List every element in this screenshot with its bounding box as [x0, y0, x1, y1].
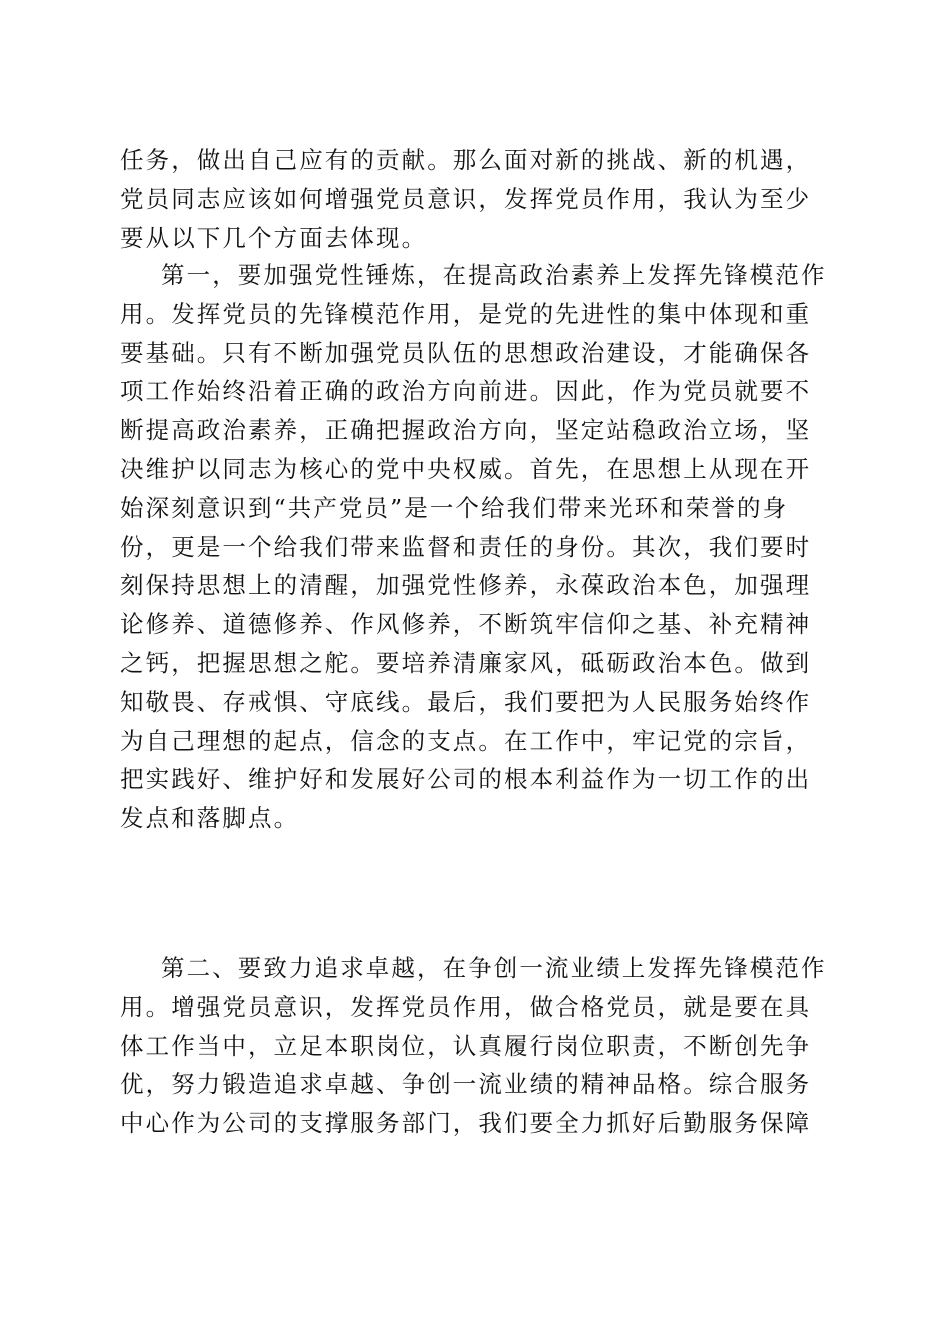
text-line: 始深刻意识到“共产党员”是一个给我们带来光环和荣誉的身 — [120, 493, 789, 522]
text-line: 为自己理想的起点，信念的支点。在工作中，牢记党的宗旨， — [120, 726, 812, 755]
text-line: 份，更是一个给我们带来监督和责任的身份。其次，我们要时 — [120, 532, 812, 561]
text-line: 中心作为公司的支撑服务部门，我们要全力抓好后勤服务保障 — [120, 1109, 812, 1138]
text-line: 第二、要致力追求卓越，在争创一流业绩上发挥先锋模范作 — [161, 954, 827, 982]
paragraph-second-point — [120, 949, 828, 1143]
text-line: 发点和落脚点。 — [120, 804, 300, 833]
text-line: 刻保持思想上的清醒，加强党性修养，永葆政治本色，加强理 — [120, 571, 812, 600]
text-line: 体工作当中，立足本职岗位，认真履行岗位职责，不断创先争 — [120, 1031, 812, 1060]
text-line: 之钙，把握思想之舵。要培养清廉家风，砥砺政治本色。做到 — [120, 648, 812, 677]
paragraph-continuation — [120, 141, 828, 257]
text-line: 论修养、道德修养、作风修养，不断筑牢信仰之基、补充精神 — [120, 610, 812, 639]
text-line: 党员同志应该如何增强党员意识，发挥党员作用，我认为至少 — [120, 184, 812, 213]
text-line: 项工作始终沿着正确的政治方向前进。因此，作为党员就要不 — [120, 377, 812, 406]
text-line: 要基础。只有不断加强党员队伍的思想政治建设，才能确保各 — [120, 338, 812, 367]
text-line: 用。增强党员意识，发挥党员作用，做合格党员，就是要在具 — [120, 992, 812, 1021]
text-line: 决维护以同志为核心的党中央权威。首先，在思想上从现在开 — [120, 454, 812, 483]
text-line: 优，努力锻造追求卓越、争创一流业绩的精神品格。综合服务 — [120, 1070, 812, 1099]
text-line: 第一，要加强党性锤炼，在提高政治素养上发挥先锋模范作 — [161, 261, 827, 289]
paragraph-first-point — [120, 256, 828, 838]
text-line: 把实践好、维护好和发展好公司的根本利益作为一切工作的出 — [120, 765, 812, 794]
text-line: 要从以下几个方面去体现。 — [120, 223, 428, 252]
text-line: 任务，做出自己应有的贡献。那么面对新的挑战、新的机遇， — [120, 146, 812, 174]
text-line: 断提高政治素养，正确把握政治方向，坚定站稳政治立场，坚 — [120, 416, 812, 445]
text-line: 知敬畏、存戒惧、守底线。最后，我们要把为人民服务始终作 — [120, 687, 812, 716]
text-line: 用。发挥党员的先锋模范作用，是党的先进性的集中体现和重 — [120, 299, 812, 328]
